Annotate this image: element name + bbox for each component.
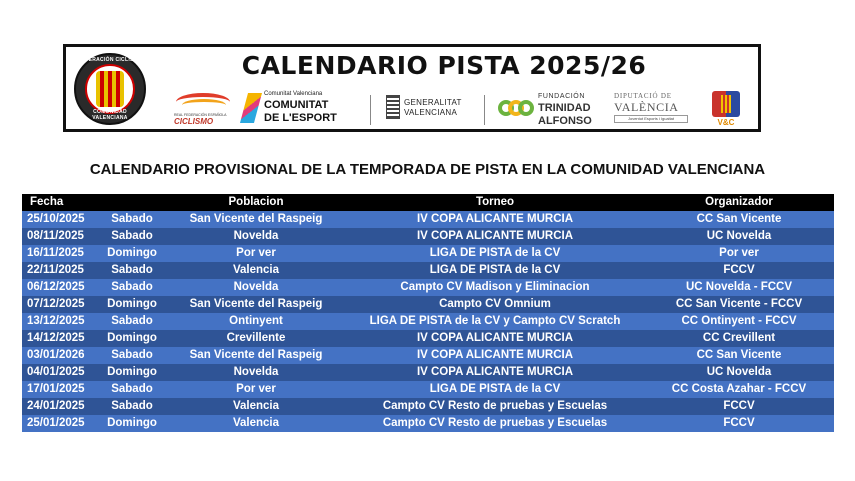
- cell-poblacion: Valencia: [166, 262, 346, 279]
- cell-organizador: UC Novelda - FCCV: [644, 279, 834, 296]
- diputacio-line3: Joventut Esports i Igualtat: [627, 116, 675, 121]
- cell-organizador: FCCV: [644, 398, 834, 415]
- comunitat-esport-bolt-icon: [240, 93, 262, 123]
- table-row: [22, 330, 834, 347]
- federation-logo-top-text: FEDERACIÓN CICLISMO: [77, 57, 143, 63]
- cell-poblacion: Novelda: [166, 279, 346, 296]
- federation-logo-emblem: [96, 71, 124, 107]
- cell-organizador: Por ver: [644, 245, 834, 262]
- cell-poblacion: Por ver: [166, 381, 346, 398]
- table-row: [22, 262, 834, 279]
- cell-fecha: 16/11/2025: [22, 245, 98, 262]
- vc-logo: [706, 91, 746, 129]
- vc-emblem-icon: [712, 91, 740, 117]
- fundacion-line1: FUNDACIÓN: [538, 93, 586, 100]
- table-row: [22, 279, 834, 296]
- diputacio-line1: DIPUTACIÓ DE: [614, 92, 672, 100]
- cell-dia: Sabado: [98, 279, 166, 296]
- cell-torneo: Campto CV Omnium: [346, 296, 644, 313]
- header-torneo: Torneo: [346, 194, 644, 211]
- cell-poblacion: Crevillente: [166, 330, 346, 347]
- cell-fecha: 07/12/2025: [22, 296, 98, 313]
- generalitat-line1: GENERALITAT: [404, 98, 462, 107]
- generalitat-logo: [386, 91, 470, 129]
- vc-label: V&C: [717, 118, 735, 127]
- table-row: [22, 398, 834, 415]
- diputacio-line2: VALÈNCIA: [614, 100, 679, 114]
- cell-torneo: LIGA DE PISTA de la CV: [346, 262, 644, 279]
- cell-fecha: 24/01/2025: [22, 398, 98, 415]
- cell-dia: Domingo: [98, 245, 166, 262]
- cell-poblacion: Valencia: [166, 415, 346, 432]
- federation-logo-bottom-text: COMUNIDAD VALENCIANA: [92, 109, 128, 121]
- header-poblacion: Poblacion: [166, 194, 346, 211]
- comunitat-esport-logo: [244, 91, 354, 129]
- cell-poblacion: Valencia: [166, 398, 346, 415]
- cell-torneo: IV COPA ALICANTE MURCIA: [346, 228, 644, 245]
- cell-dia: Domingo: [98, 296, 166, 313]
- cell-fecha: 22/11/2025: [22, 262, 98, 279]
- rfec-small-text: REAL FEDERACIÓN ESPAÑOLA: [174, 113, 227, 117]
- table-row: [22, 313, 834, 330]
- cell-organizador: CC Costa Azahar - FCCV: [644, 381, 834, 398]
- table-row: [22, 245, 834, 262]
- cell-torneo: IV COPA ALICANTE MURCIA: [346, 211, 644, 228]
- cell-organizador: CC Ontinyent - FCCV: [644, 313, 834, 330]
- rfec-swoosh-icon-inner: [182, 99, 226, 111]
- table-row: [22, 364, 834, 381]
- cell-torneo: IV COPA ALICANTE MURCIA: [346, 330, 644, 347]
- rfec-logo: [174, 91, 236, 129]
- cell-dia: Sabado: [98, 313, 166, 330]
- cell-torneo: IV COPA ALICANTE MURCIA: [346, 347, 644, 364]
- cell-fecha: 25/01/2025: [22, 415, 98, 432]
- sponsor-divider: [370, 95, 371, 125]
- cell-organizador: FCCV: [644, 262, 834, 279]
- fundacion-line2: TRINIDAD: [538, 102, 591, 114]
- cell-organizador: CC San Vicente - FCCV: [644, 296, 834, 313]
- cell-fecha: 13/12/2025: [22, 313, 98, 330]
- cell-fecha: 04/01/2025: [22, 364, 98, 381]
- cell-fecha: 17/01/2025: [22, 381, 98, 398]
- generalitat-line2: VALENCIANA: [404, 108, 458, 117]
- cell-fecha: 25/10/2025: [22, 211, 98, 228]
- cell-torneo: LIGA DE PISTA de la CV y Campto CV Scratch: [346, 313, 644, 330]
- cell-dia: Domingo: [98, 415, 166, 432]
- cell-organizador: CC San Vicente: [644, 347, 834, 364]
- cell-organizador: UC Novelda: [644, 364, 834, 381]
- cell-torneo: Campto CV Madison y Eliminacion: [346, 279, 644, 296]
- header-organizador: Organizador: [644, 194, 834, 211]
- cell-poblacion: San Vicente del Raspeig: [166, 211, 346, 228]
- cell-organizador: UC Novelda: [644, 228, 834, 245]
- page-subtitle: CALENDARIO PROVISIONAL DE LA TEMPORADA DE PISTA EN LA COMUNIDAD VALENCIANA: [89, 161, 766, 178]
- cell-torneo: LIGA DE PISTA de la CV: [346, 245, 644, 262]
- fundacion-rings-icon: [498, 100, 532, 118]
- cell-poblacion: Ontinyent: [166, 313, 346, 330]
- table-row: [22, 296, 834, 313]
- cell-poblacion: San Vicente del Raspeig: [166, 296, 346, 313]
- table-row: [22, 415, 834, 432]
- cell-dia: Sabado: [98, 211, 166, 228]
- cell-torneo: LIGA DE PISTA de la CV: [346, 381, 644, 398]
- table-row: [22, 381, 834, 398]
- calendar-table: [22, 194, 834, 432]
- cell-fecha: 14/12/2025: [22, 330, 98, 347]
- cell-organizador: CC Crevillent: [644, 330, 834, 347]
- cell-fecha: 08/11/2025: [22, 228, 98, 245]
- header-fecha: Fecha: [22, 194, 98, 211]
- cell-dia: Sabado: [98, 381, 166, 398]
- fundacion-line3: ALFONSO: [538, 115, 592, 127]
- rfec-name: CICLISMO: [174, 117, 214, 126]
- cell-dia: Sabado: [98, 347, 166, 364]
- cell-fecha: 06/12/2025: [22, 279, 98, 296]
- cell-dia: Sabado: [98, 262, 166, 279]
- comunitat-esport-line1: Comunitat Valenciana: [264, 91, 323, 97]
- cell-poblacion: Novelda: [166, 364, 346, 381]
- cell-organizador: CC San Vicente: [644, 211, 834, 228]
- diputacio-logo: [614, 91, 690, 129]
- table-header-row: [22, 194, 834, 211]
- table-row: [22, 347, 834, 364]
- comunitat-esport-line2: COMUNITAT: [264, 99, 329, 111]
- cell-fecha: 03/01/2026: [22, 347, 98, 364]
- comunitat-esport-line3: DE L'ESPORT: [264, 112, 337, 124]
- cell-poblacion: Por ver: [166, 245, 346, 262]
- banner: [63, 44, 761, 132]
- banner-title: CALENDARIO PISTA 2025/26: [241, 51, 647, 80]
- federation-logo: [74, 53, 146, 125]
- table-row: [22, 211, 834, 228]
- cell-dia: Sabado: [98, 398, 166, 415]
- cell-dia: Domingo: [98, 364, 166, 381]
- cell-poblacion: Novelda: [166, 228, 346, 245]
- cell-torneo: IV COPA ALICANTE MURCIA: [346, 364, 644, 381]
- cell-organizador: FCCV: [644, 415, 834, 432]
- cell-torneo: Campto CV Resto de pruebas y Escuelas: [346, 398, 644, 415]
- cell-torneo: Campto CV Resto de pruebas y Escuelas: [346, 415, 644, 432]
- table-row: [22, 228, 834, 245]
- cell-poblacion: San Vicente del Raspeig: [166, 347, 346, 364]
- cell-dia: Domingo: [98, 330, 166, 347]
- cell-dia: Sabado: [98, 228, 166, 245]
- fundacion-logo: [498, 91, 600, 129]
- sponsor-logos: [166, 91, 756, 129]
- generalitat-shield-icon: [386, 95, 400, 119]
- header-dia: [98, 194, 166, 211]
- sponsor-divider: [484, 95, 485, 125]
